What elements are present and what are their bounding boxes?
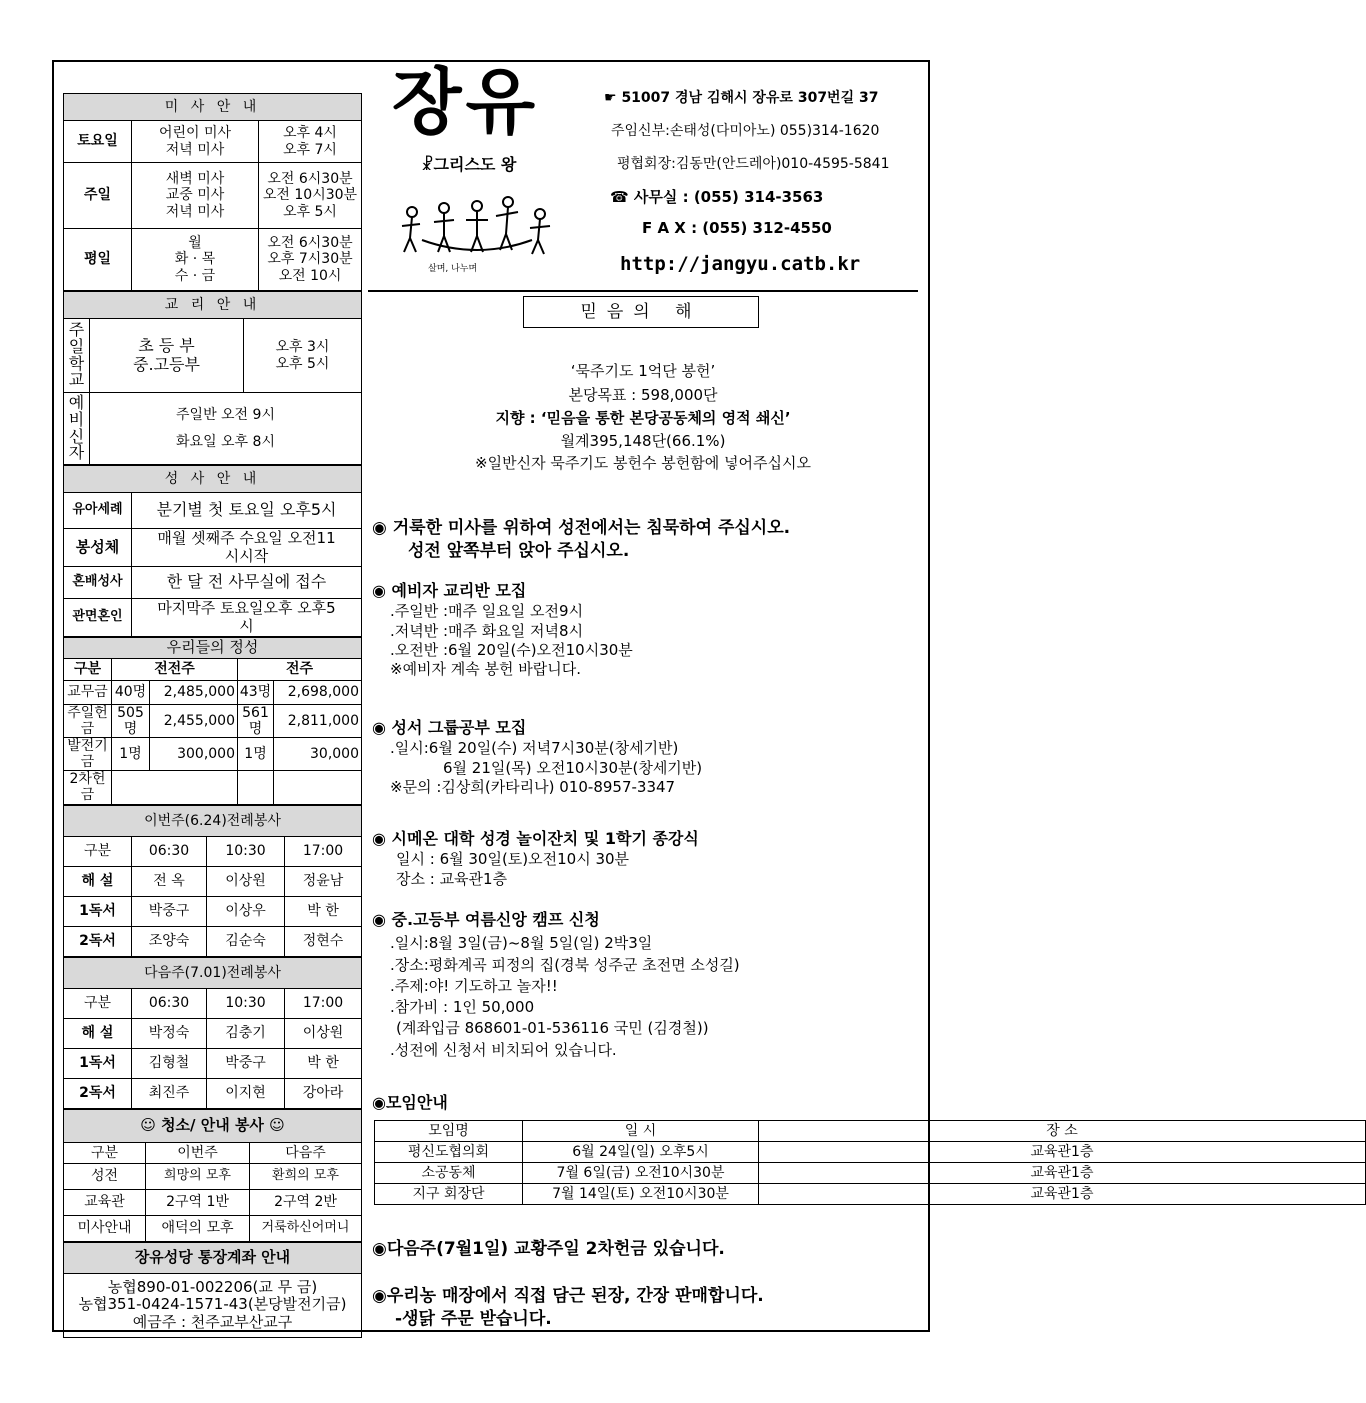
bible-study-line: ※문의 :김상희(카타리나) 010-8957-3347 [390, 778, 676, 796]
slogan-text: 살며, 나누며 [428, 264, 478, 274]
offering-label: 교무금 [64, 681, 112, 705]
rosary-line: 본당목표 : 598,000단 [568, 386, 718, 404]
server-name: 김형철 [132, 1048, 207, 1078]
offering-header: 우리들의 정성 [64, 638, 362, 659]
account-header: 장유성당 통장계좌 안내 [64, 1242, 362, 1273]
col-head: 10:30 [207, 836, 285, 866]
server-name: 이상원 [285, 1018, 362, 1048]
account-line: 농협351-0424-1571-43(본당발전기금) [78, 1295, 347, 1314]
simeon-line: 장소 : 교육관1층 [396, 870, 508, 888]
col-head: 06:30 [132, 988, 207, 1018]
server-name: 이지현 [207, 1078, 285, 1108]
group-name: 희망의 모후 [146, 1163, 250, 1189]
doctrine-table [63, 291, 362, 465]
server-name: 박 한 [285, 896, 362, 926]
catechumen-line: .저녁반 :매주 화요일 저녁8시 [390, 622, 584, 640]
mass-name: 저녁 미사 [165, 141, 225, 158]
website-link[interactable]: http://jangyu.catb.kr [620, 253, 861, 275]
mass-time: 오전 10시 [278, 267, 342, 284]
server-name: 이상원 [207, 866, 285, 896]
offering-amount: 2,455,000 [150, 705, 238, 738]
sacrament-label: 봉성체 [64, 529, 132, 567]
school-name: 중.고등부 [133, 354, 200, 374]
mass-time: 오전 10시30분 [262, 187, 358, 204]
col-head: 17:00 [285, 988, 362, 1018]
camp-line: .일시:8월 3일(금)~8월 5일(일) 2박3일 [390, 934, 653, 952]
area-label: 교육관 [64, 1189, 146, 1215]
offering-label: 2차헌금 [64, 771, 112, 804]
rosary-line: ‘묵주기도 1억단 봉헌’ [570, 362, 716, 380]
group-name: 2구역 2반 [250, 1189, 362, 1215]
offering-amount [112, 771, 238, 804]
area-label: 미사안내 [64, 1215, 146, 1241]
sacrament-header: 성 사 안 내 [64, 466, 362, 493]
col-head: 17:00 [285, 836, 362, 866]
council-info: 평협회장:김동만(안드레아)010-4595-5841 [617, 156, 890, 172]
offering-count: 43명 [238, 681, 274, 705]
group-name: 거룩하신어머니 [250, 1215, 362, 1241]
left-column [63, 93, 362, 1338]
sacrament-text: 분기별 첫 토요일 오후5시 [132, 493, 362, 529]
sacrament-label: 혼배성사 [64, 567, 132, 599]
bible-study-title: ◉ 성서 그룹공부 모집 [372, 718, 527, 737]
offering-label: 주일헌금 [64, 705, 112, 738]
role-label: 1독서 [64, 896, 132, 926]
col-head: 구분 [64, 836, 132, 866]
offering-count: 1명 [238, 738, 274, 771]
mass-time: 오전 6시30분 [267, 171, 353, 188]
meeting-place: 교육관1층 [759, 1184, 1366, 1205]
mass-time: 오후 4시 [283, 125, 337, 142]
second-collection-notice: ◉다음주(7월1일) 교황주일 2차헌금 있습니다. [372, 1239, 725, 1259]
server-name: 박 한 [285, 1048, 362, 1078]
community-illustration-icon [392, 190, 562, 274]
mass-table [63, 93, 362, 291]
rosary-line: ※일반신자 묵주기도 봉헌수 봉헌함에 넣어주십시오 [475, 454, 811, 472]
catechumen-line: .오전반 :6월 20일(수)오전10시30분 [390, 641, 633, 659]
offering-amount: 300,000 [150, 738, 238, 771]
account-line: 농협890-01-002206(교 무 금) [107, 1278, 318, 1297]
school-name: 초 등 부 [138, 336, 195, 356]
offering-count [238, 771, 274, 804]
silence-notice: 성전 앞쪽부터 앉아 주십시오. [408, 541, 630, 561]
meeting-date: 6월 24일(일) 오후5시 [523, 1142, 759, 1163]
mass-name: 저녁 미사 [165, 203, 225, 220]
catechumen-line: ※예비자 계속 봉헌 바랍니다. [390, 660, 582, 678]
silence-notice: ◉ 거룩한 미사를 위하여 성전에서는 침묵하여 주십시오. [372, 518, 791, 538]
simeon-line: 일시 : 6월 30일(토)오전10시 30분 [396, 850, 630, 868]
meeting-table [374, 1120, 1366, 1205]
server-name: 박중구 [207, 1048, 285, 1078]
server-name: 김순숙 [207, 926, 285, 956]
meeting-name: 평신도협의회 [375, 1142, 523, 1163]
meeting-place: 교육관1층 [759, 1142, 1366, 1163]
role-label: 2독서 [64, 926, 132, 956]
server-name: 이상우 [207, 896, 285, 926]
meeting-place: 교육관1층 [759, 1163, 1366, 1184]
camp-line: (계좌입금 868601-01-536116 국민 (김경철)) [396, 1019, 709, 1037]
camp-line: .성전에 신청서 비치되어 있습니다. [390, 1041, 617, 1059]
mass-name: 새벽 미사 [165, 171, 225, 188]
newsletter-title: 장유 [392, 59, 540, 144]
server-name: 박정숙 [132, 1018, 207, 1048]
col-head: 다음주 [250, 1142, 362, 1163]
server-name: 전 옥 [132, 866, 207, 896]
mass-time: 오후 7시30분 [267, 251, 353, 268]
meeting-date: 7월 6일(금) 오전10시30분 [523, 1163, 759, 1184]
mass-name: 월 [188, 235, 202, 252]
mass-day: 평일 [64, 229, 132, 291]
camp-line: .참가비 : 1인 50,000 [390, 998, 535, 1016]
offering-col: 구분 [64, 659, 112, 681]
role-label: 해 설 [64, 1018, 132, 1048]
offering-count: 40명 [112, 681, 150, 705]
col-head: 06:30 [132, 836, 207, 866]
cleaning-table [63, 1109, 362, 1242]
sacrament-label: 관면혼인 [64, 599, 132, 637]
offering-amount [274, 771, 362, 804]
mass-time: 오후 5시 [283, 203, 337, 220]
server-name: 정현수 [285, 926, 362, 956]
mass-name: 교중 미사 [165, 187, 225, 204]
group-name: 2구역 1반 [146, 1189, 250, 1215]
cleaning-header: ☺ 청소/ 안내 봉사 ☺ [64, 1109, 362, 1142]
server-name: 최진주 [132, 1078, 207, 1108]
meeting-date: 7월 14일(토) 오전10시30분 [523, 1184, 759, 1205]
mass-name: 수 · 금 [174, 267, 216, 284]
col-head: 구분 [64, 988, 132, 1018]
this-week-table [63, 805, 362, 957]
server-name: 김충기 [207, 1018, 285, 1048]
mass-name: 화 · 목 [174, 251, 216, 268]
school-time: 오후 5시 [275, 355, 330, 372]
offering-count: 505명 [112, 705, 150, 738]
simeon-title: ◉ 시메온 대학 성경 놀이잔치 및 1학기 종강식 [372, 829, 699, 848]
sacrament-text: 마지막주 토요일오후 오후5시 [132, 599, 362, 637]
chicken-order-notice: -생닭 주문 받습니다. [395, 1309, 552, 1329]
next-week-table [63, 957, 362, 1109]
role-label: 2독서 [64, 1078, 132, 1108]
catechumen-class: 주일반 오전 9시 [176, 407, 275, 424]
hand-pointer-icon: ☛ [604, 90, 622, 106]
mass-day: 주일 [64, 163, 132, 229]
camp-line: .장소:평화계곡 피정의 집(경북 성주군 초전면 소성길) [390, 956, 740, 974]
masthead-divider [368, 290, 918, 292]
catechumen-line: .주일반 :매주 일요일 오전9시 [390, 602, 584, 620]
offering-table [63, 637, 362, 805]
address [604, 87, 878, 107]
office-phone: ☎ 사무실 : (055) 314-3563 [610, 188, 824, 206]
catechumen-class: 화요일 오후 8시 [176, 433, 275, 450]
rosary-line: 지향 : ‘믿음을 통한 본당공동체의 영적 쇄신’ [495, 409, 791, 427]
fax-number: F A X : (055) 312-4550 [642, 219, 832, 237]
sacrament-text: 매월 셋째주 수요일 오전11시시작 [132, 529, 362, 567]
sacrament-text: 한 달 전 사무실에 접수 [132, 567, 362, 599]
area-label: 성전 [64, 1163, 146, 1189]
col-head: 이번주 [146, 1142, 250, 1163]
mass-time: 오후 7시 [283, 141, 337, 158]
meeting-name: 지구 회장단 [375, 1184, 523, 1205]
rosary-line: 월계395,148단(66.1%) [560, 432, 726, 450]
col-head: 장 소 [759, 1121, 1366, 1142]
server-name: 박중구 [132, 896, 207, 926]
school-label: 주일학교 [64, 319, 90, 393]
mass-name: 어린이 미사 [158, 125, 232, 142]
mass-time: 오전 6시30분 [267, 235, 353, 252]
offering-amount: 2,485,000 [150, 681, 238, 705]
bible-study-line: 6월 21일(목) 오전10시30분(창세기반) [443, 759, 703, 777]
col-head: 10:30 [207, 988, 285, 1018]
offering-col: 전주 [238, 659, 362, 681]
offering-count: 1명 [112, 738, 150, 771]
camp-line: .주제:야! 기도하고 놀자!! [390, 977, 558, 995]
doctrine-header: 교 리 안 내 [64, 292, 362, 319]
mass-day: 토요일 [64, 121, 132, 163]
col-head: 일 시 [523, 1121, 759, 1142]
server-name: 정윤남 [285, 866, 362, 896]
camp-title: ◉ 중.고등부 여름신앙 캠프 신청 [372, 910, 600, 929]
newsletter-subtitle: ☧그리스도 왕 [421, 155, 517, 174]
next-week-header: 다음주(7.01)전례봉사 [64, 957, 362, 988]
catechumen-label: 예비신자 [64, 393, 90, 465]
offering-label: 발전기금 [64, 738, 112, 771]
group-name: 환희의 모후 [250, 1163, 362, 1189]
role-label: 1독서 [64, 1048, 132, 1078]
account-table [63, 1242, 362, 1338]
this-week-header: 이번주(6.24)전례봉사 [64, 805, 362, 836]
year-theme-box: 믿음의 해 [523, 296, 759, 328]
mass-header: 미 사 안 내 [64, 94, 362, 121]
group-name: 애덕의 모후 [146, 1215, 250, 1241]
offering-amount: 2,811,000 [274, 705, 362, 738]
farm-store-notice: ◉우리농 매장에서 직접 담근 된장, 간장 판매합니다. [372, 1286, 764, 1306]
offering-col: 전전주 [112, 659, 238, 681]
server-name: 강아라 [285, 1078, 362, 1108]
offering-amount: 2,698,000 [274, 681, 362, 705]
offering-count: 561명 [238, 705, 274, 738]
meeting-name: 소공동체 [375, 1163, 523, 1184]
catechumen-title: ◉ 예비자 교리반 모집 [372, 581, 527, 600]
sacrament-table [63, 465, 362, 637]
server-name: 조양숙 [132, 926, 207, 956]
role-label: 해 설 [64, 866, 132, 896]
col-head: 구분 [64, 1142, 146, 1163]
school-time: 오후 3시 [275, 339, 330, 356]
bible-study-line: .일시:6월 20일(수) 저녁7시30분(창세기반) [390, 739, 679, 757]
address-text: 51007 경남 김해시 장유로 307번길 37 [621, 90, 879, 106]
pastor-info: 주임신부:손태성(다미아노) 055)314-1620 [611, 123, 880, 139]
sacrament-label: 유아세례 [64, 493, 132, 529]
account-line: 예금주 : 천주교부산교구 [132, 1312, 293, 1331]
offering-amount: 30,000 [274, 738, 362, 771]
meeting-title: ◉모임안내 [372, 1093, 448, 1112]
col-head: 모임명 [375, 1121, 523, 1142]
